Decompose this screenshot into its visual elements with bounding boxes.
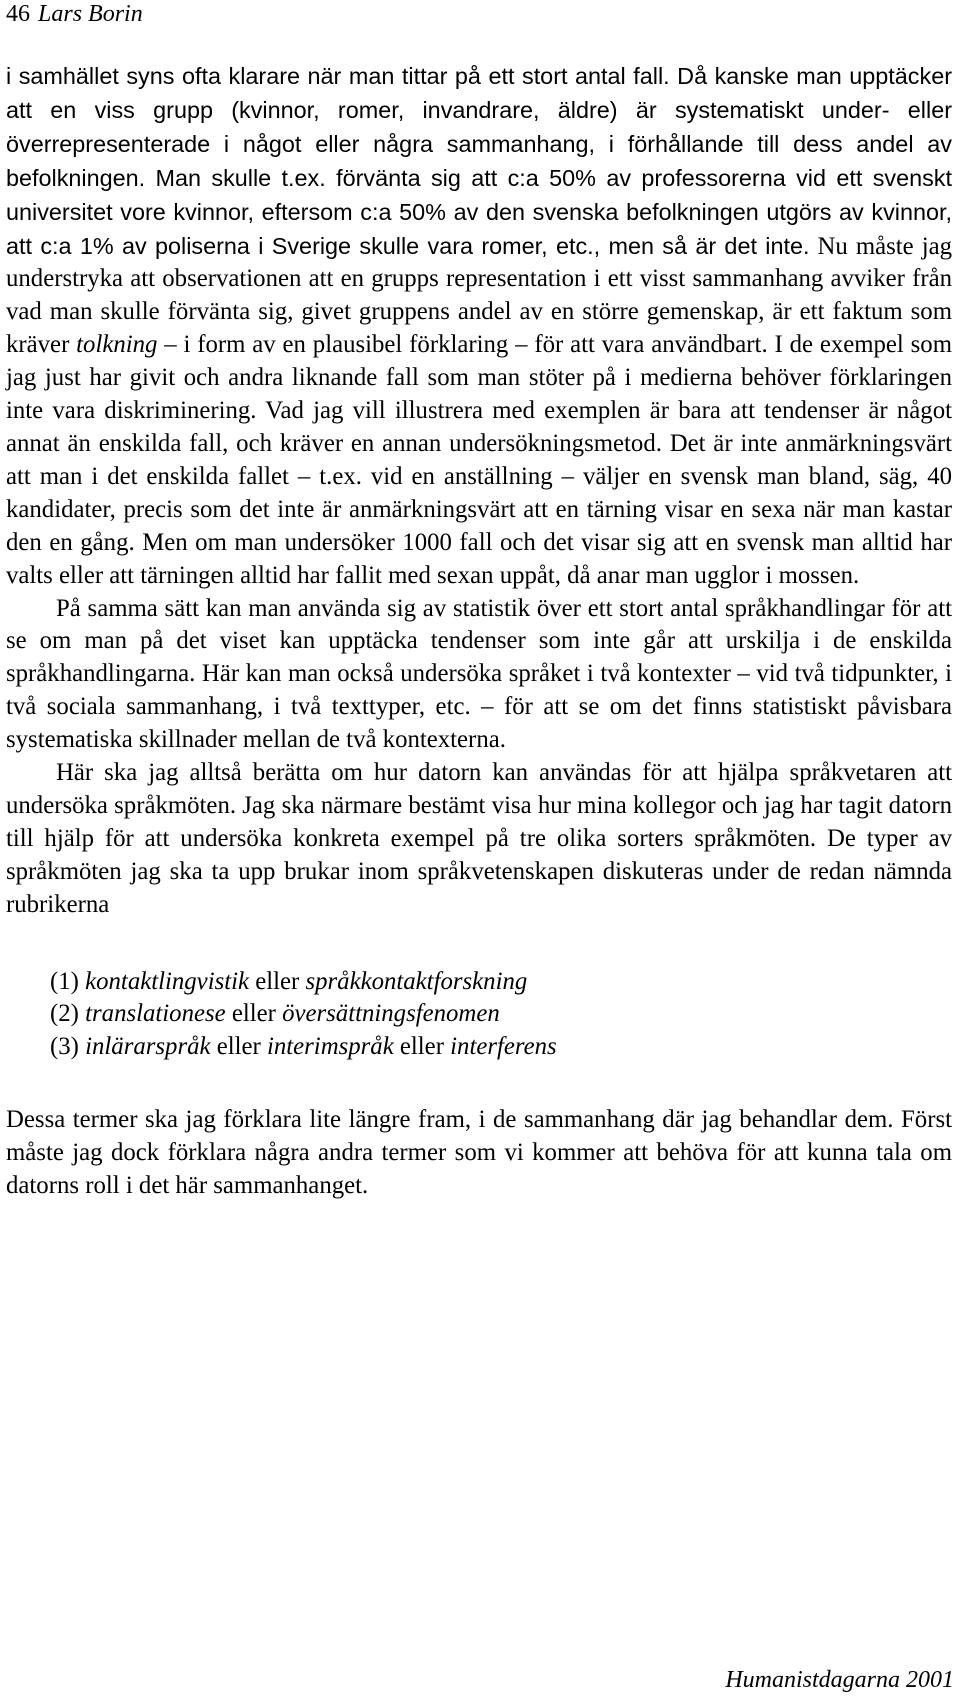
paragraph-3: Här ska jag alltså berätta om hur datorn kan användas för att hjälpa språkvetaren att undersöka språkmöten. Jag ska närmare bestämt visa hur mina kollegor och jag har tagit datorn till hjälp för att undersöka konkreta exempel på tre olika sorters språkmöten. De typer av språkmöten jag ska ta upp brukar inom språkvetenskapen diskuteras under de redan nämnda rubrikerna	[6, 759, 952, 918]
author-name: Lars Borin	[38, 1, 143, 27]
paragraph-1-emphasis: tolkning	[76, 331, 158, 359]
body-text	[6, 60, 952, 1203]
paragraph-1-sans-passage: i samhället syns ofta klarare när man tittar på ett stort antal fall. Då kanske man upptäcker att en viss grupp (kvinnor, romer, invandrare, äldre) är systematiskt under- eller överrepresenterade i något eller några sammanhang, i förhållande till dess andel av befolkningen. Man skulle t.ex. förvänta sig att c:a 50% av professorerna vid ett svenskt universitet vore kvinnor, eftersom c:a 50% av den svenska befolkningen utgörs av kvinnor, att c:a 1% av poliserna i Sverige skulle vara romer, etc., men så är det inte.	[6, 63, 952, 259]
page-number: 46	[6, 1, 30, 27]
term-list	[6, 966, 952, 1065]
paragraph-1-part-b: Nu måste jag understryka att observationen att en grupps representation i ett visst sammanhang avviker från vad man skulle förvänta sig, givet gruppens andel av en större gemenskap, är ett faktum som kräver	[6, 232, 952, 359]
list-item: (3) inlärarspråk eller interimspråk eller interferens	[50, 1033, 557, 1061]
footer-label: Humanistdagarna 2001	[725, 1667, 954, 1693]
paragraph-1-part-c: – i form av en plausibel förklaring – för att vara användbart. I de exempel som jag just har givit och andra liknande fall som man stöter på i medierna behöver förklaringen inte vara diskriminering. Vad jag vill illustrera med exemplen är bara att tendenser är något annat än enskilda fall, och kräver en annan undersökningsmetod. Det är inte anmärkningsvärt att man i det enskilda fallet – t.ex. vid en anställning – väljer en svensk man bland, säg, 40 kandidater, precis som det inte är anmärkningsvärt att en tärning visar en sexa när man kastar den en gång. Men om man undersöker 1000 fall och det visar sig att en svensk man alltid har valts eller att tärningen alltid har fallit med sexan uppåt, då anar man ugglor i mossen.	[6, 331, 952, 589]
paragraph-2: På samma sätt kan man använda sig av statistik över ett stort antal språkhandlingar för att se om man på det viset kan upptäcka tendenser som inte går att urskilja i de enskilda språkhandlingarna. Här kan man också undersöka språket i två kontexter – vid två tidpunkter, i två sociala sammanhang, i två texttyper, etc. – för att se om det finns statistiskt påvisbara systematiska skillnader mellan de två kontexterna.	[6, 594, 952, 754]
list-item: (2) translationese eller översättningsfenomen	[50, 1000, 500, 1028]
paragraph-1	[6, 60, 952, 593]
list-item: (1) kontaktlingvistik eller språkkontaktforskning	[50, 967, 528, 995]
running-header	[6, 0, 143, 28]
paragraph-4: Dessa termer ska jag förklara lite längre fram, i de sammanhang där jag behandlar dem. Först måste jag dock förklara några andra termer som vi kommer att behöva för att kunna tala om datorns roll i det här sammanhanget.	[6, 1106, 952, 1200]
